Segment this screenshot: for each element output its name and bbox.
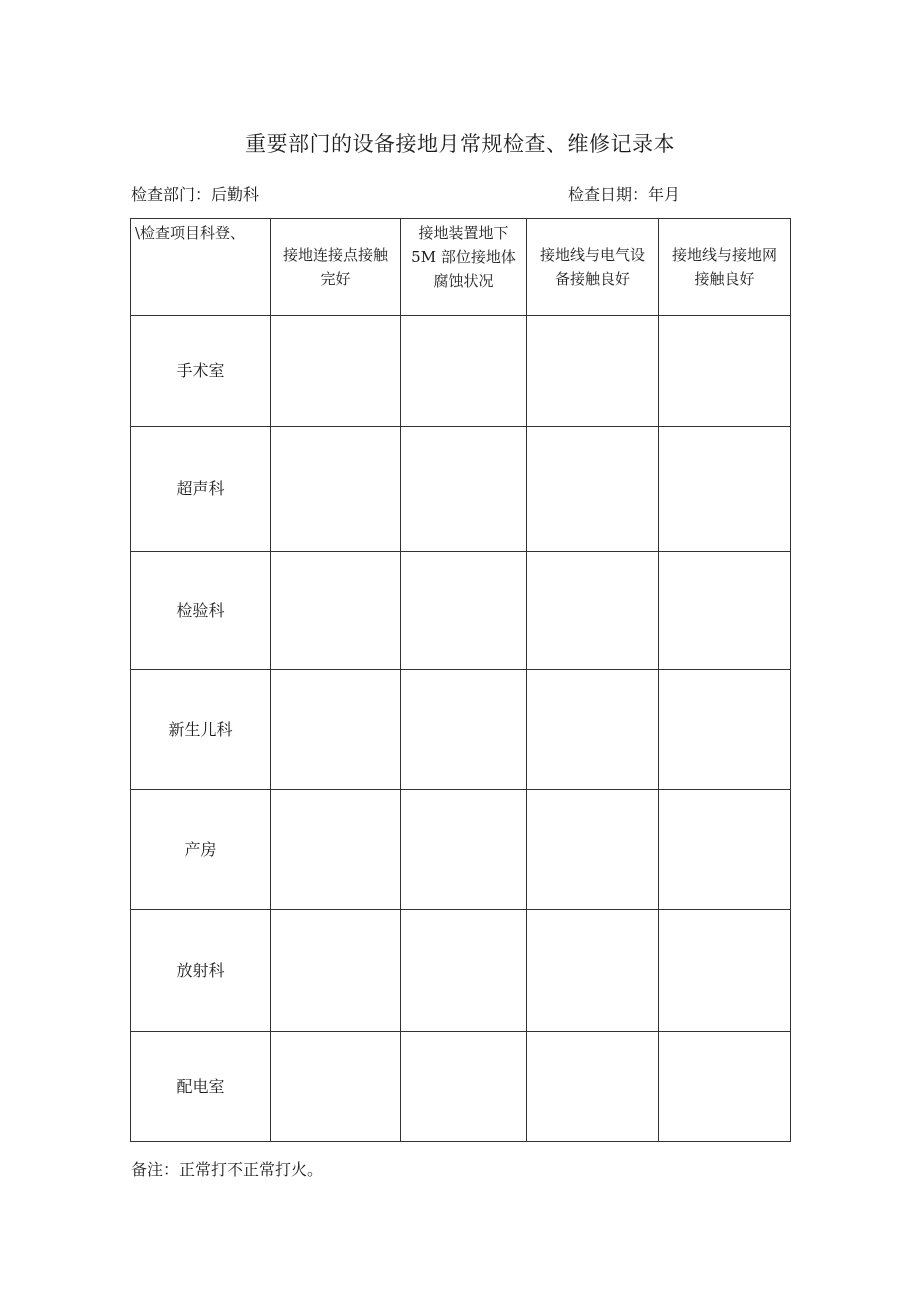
- check-cell[interactable]: [271, 316, 401, 427]
- inspection-department: 检查部门：后勤科: [131, 185, 260, 204]
- table-row: [131, 552, 791, 670]
- check-cell[interactable]: [659, 790, 791, 910]
- check-cell[interactable]: [659, 427, 791, 552]
- inspection-date: 检查日期：年月: [568, 185, 681, 204]
- check-cell[interactable]: [271, 1032, 401, 1142]
- department-cell: 超声科: [131, 427, 271, 552]
- table-header-row: [131, 219, 791, 316]
- column-header-line: 接地连接点接触: [282, 246, 388, 264]
- footnote: 备注：正常打不正常打火。: [131, 1160, 324, 1179]
- column-header-line: 接地线与接地网: [671, 246, 777, 264]
- column-header-line: 完好: [320, 270, 351, 288]
- department-cell: 配电室: [131, 1032, 271, 1142]
- department-cell: 检验科: [131, 552, 271, 670]
- check-cell[interactable]: [527, 1032, 659, 1142]
- table-row: [131, 670, 791, 790]
- check-cell[interactable]: [527, 316, 659, 427]
- inspection-record-table: [130, 218, 791, 1142]
- check-cell[interactable]: [659, 1032, 791, 1142]
- column-header-line: 5M 部位接地体: [411, 248, 516, 266]
- page-title: 重要部门的设备接地月常规检查、维修记录本: [245, 132, 675, 156]
- check-cell[interactable]: [271, 910, 401, 1032]
- table-row: [131, 316, 791, 427]
- check-cell[interactable]: [527, 910, 659, 1032]
- check-cell[interactable]: [527, 427, 659, 552]
- column-header-line: 接地装置地下: [418, 224, 509, 242]
- check-cell[interactable]: [271, 427, 401, 552]
- check-cell[interactable]: [271, 790, 401, 910]
- column-header-grid-contact: [659, 219, 791, 316]
- check-cell[interactable]: [271, 552, 401, 670]
- department-cell: 产房: [131, 790, 271, 910]
- department-cell: 手术室: [131, 316, 271, 427]
- check-cell[interactable]: [401, 552, 527, 670]
- check-cell[interactable]: [401, 670, 527, 790]
- column-header-line: 备接触良好: [554, 270, 630, 288]
- check-cell[interactable]: [527, 670, 659, 790]
- check-cell[interactable]: [659, 552, 791, 670]
- corner-header: \检查项目科登、: [131, 219, 271, 316]
- department-cell: 新生儿科: [131, 670, 271, 790]
- check-cell[interactable]: [527, 790, 659, 910]
- check-cell[interactable]: [659, 910, 791, 1032]
- check-cell[interactable]: [271, 670, 401, 790]
- check-cell[interactable]: [401, 316, 527, 427]
- department-cell: 放射科: [131, 910, 271, 1032]
- table-row: [131, 1032, 791, 1142]
- table-row: [131, 427, 791, 552]
- check-cell[interactable]: [401, 910, 527, 1032]
- column-header-underground-corrosion: [401, 219, 527, 316]
- check-cell[interactable]: [659, 670, 791, 790]
- column-header-line: 接地线与电气设: [539, 246, 645, 264]
- check-cell[interactable]: [659, 316, 791, 427]
- check-cell[interactable]: [401, 790, 527, 910]
- column-header-line: 腐蚀状况: [433, 272, 494, 290]
- column-header-equipment-contact: [527, 219, 659, 316]
- check-cell[interactable]: [401, 427, 527, 552]
- table-row: [131, 790, 791, 910]
- column-header-line: 接触良好: [694, 270, 755, 288]
- check-cell[interactable]: [401, 1032, 527, 1142]
- check-cell[interactable]: [527, 552, 659, 670]
- table-row: [131, 910, 791, 1032]
- column-header-contact-point: [271, 219, 401, 316]
